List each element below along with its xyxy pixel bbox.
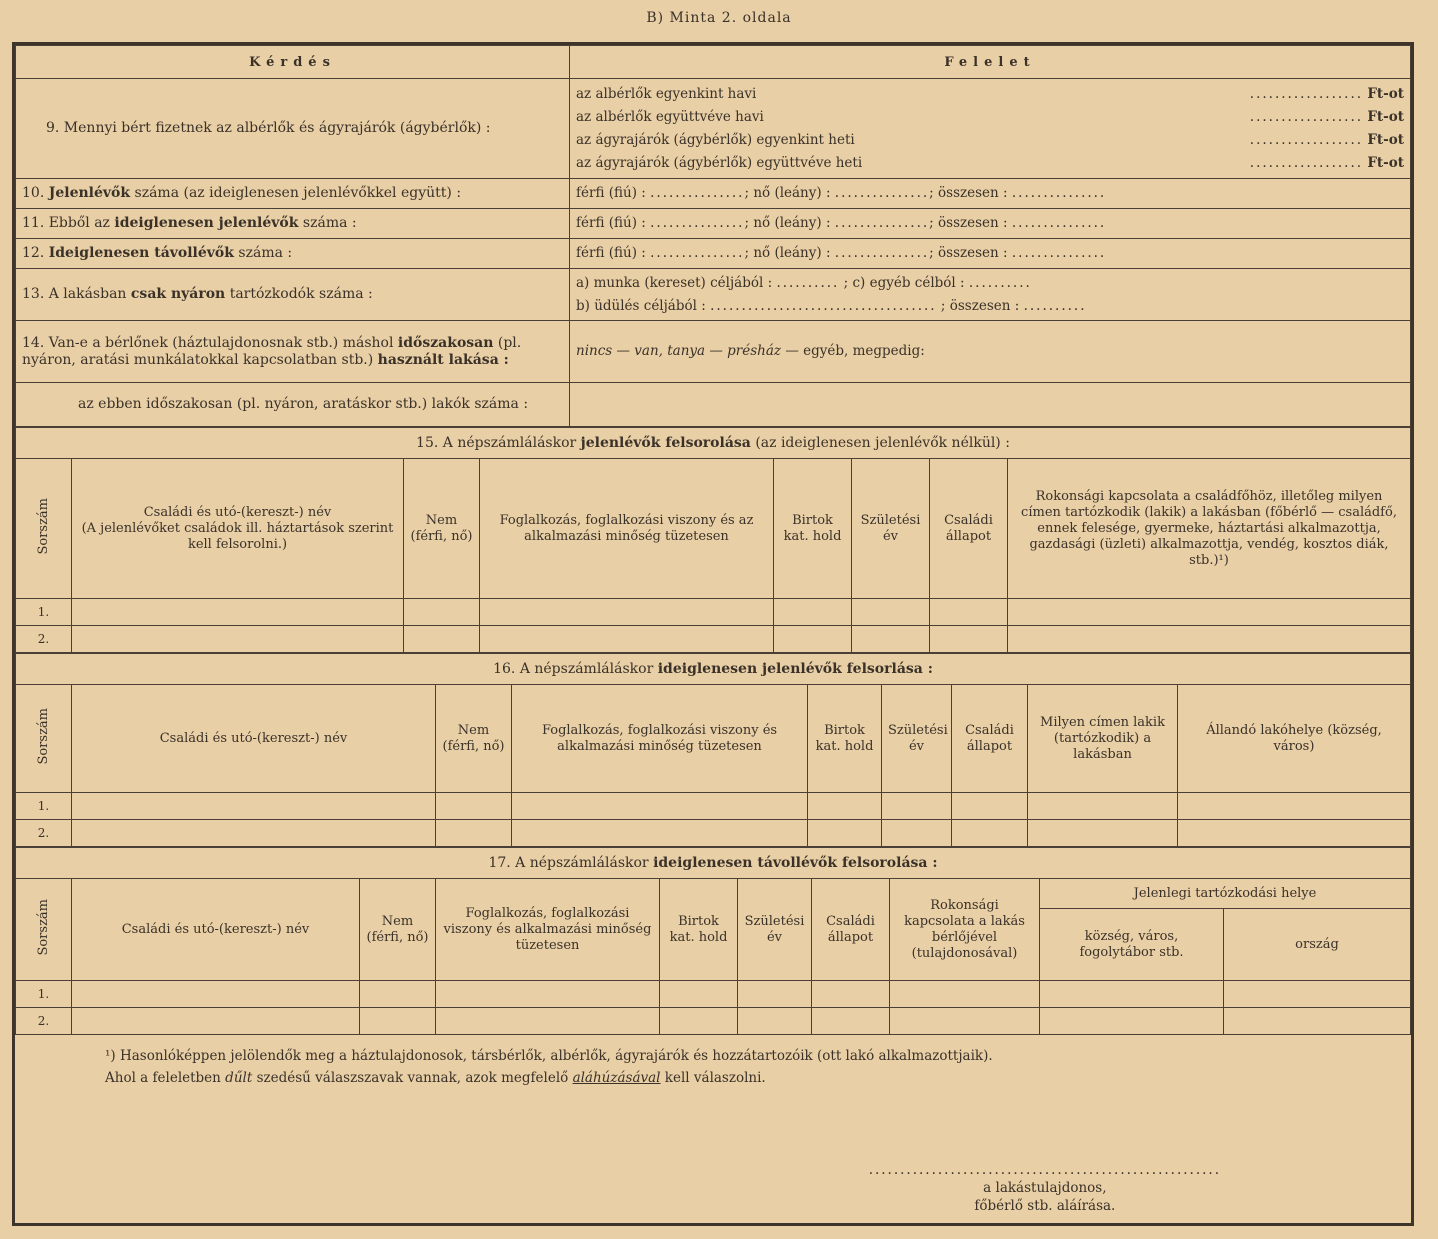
questions-table <box>15 45 1411 427</box>
table-row: 2. <box>16 1008 1411 1035</box>
q11-question: 11. Ebből az ideiglenesen jelenlévők száma : <box>16 209 570 239</box>
kerdes-header: Kérdés <box>16 46 570 79</box>
s17-col-foglalkozas: Foglalkozás, foglalkozási viszony és alkalmazási minőség tüzetesen <box>436 879 660 981</box>
s15-col-rokonsag: Rokonsági kapcsolata a családfőhöz, illetőleg milyen címen tartózkodik (lakik) a lakásban (főbérlő — családfő, ennek felesége, gyermeke, háztartási alkalmazottja, gazdasági (üzleti) alkalmazottja, vendég, kosztos diák, stb.)¹) <box>1008 459 1411 599</box>
s17-col-sorszam: Sorszám <box>16 879 72 981</box>
s16-col-nev: Családi és utó-(kereszt-) név <box>72 685 436 793</box>
q12-question: 12. Ideiglenesen távollévők száma : <box>16 239 570 269</box>
s16-col-foglalkozas: Foglalkozás, foglalkozási viszony és alkalmazási minőség tüzetesen <box>512 685 808 793</box>
s16-col-allando: Állandó lakóhelye (község, város) <box>1178 685 1411 793</box>
q12-answer: férfi (fiú) : ...............; nő (leány) : ...............; összesen : ............... <box>570 239 1411 269</box>
table-row: 1. <box>16 981 1411 1008</box>
q11-answer: férfi (fiú) : ...............; nő (leány) : ...............; összesen : ............... <box>570 209 1411 239</box>
s17-col-rokonsag: Rokonsági kapcsolata a lakás bérlőjével (tulajdonosával) <box>890 879 1040 981</box>
s15-col-birtok: Birtok kat. hold <box>774 459 852 599</box>
s15-col-nev: Családi és utó-(kereszt-) név (A jelenlévőket családok ill. háztartások szerint kell felsorolni.) <box>72 459 404 599</box>
s16-col-sorszam: Sorszám <box>16 685 72 793</box>
s15-col-nem: Nem (férfi, nő) <box>404 459 480 599</box>
q9-answer-1: az albérlők egyenkint havi <box>576 85 757 102</box>
page-label: B) Minta 2. oldala <box>646 10 792 26</box>
footnotes <box>15 1035 1411 1099</box>
s15-col-foglalkozas: Foglalkozás, foglalkozási viszony és az alkalmazási minőség tüzetesen <box>480 459 774 599</box>
s16-col-nem: Nem (férfi, nő) <box>436 685 512 793</box>
q9-answer-3: az ágyrajárók (ágybérlők) egyenkint heti <box>576 131 855 148</box>
s17-col-szuletesi: Születési év <box>738 879 812 981</box>
q13-answer: a) munka (kereset) céljából : .......... ; c) egyéb célból : .......... b) üdülés céljából : .................................... ; összesen : .......... <box>570 269 1411 321</box>
s15-col-sorszam: Sorszám <box>16 459 72 599</box>
s17-col-nev: Családi és utó-(kereszt-) név <box>72 879 360 981</box>
footnote-2: Ahol a feleletben dűlt szedésű válaszszavak vannak, azok megfelelő aláhúzásával kell válaszolni. <box>105 1070 766 1086</box>
section-16-title: 16. A népszámláláskor ideiglenesen jelenlévők felsorlása : <box>16 654 1411 685</box>
table-row: 1. <box>16 599 1411 626</box>
q14-sub-answer <box>570 383 1411 427</box>
s17-col-jelenlegi: Jelenlegi tartózkodási helye <box>1040 879 1411 909</box>
s17-col-nem: Nem (férfi, nő) <box>360 879 436 981</box>
form-frame <box>12 42 1414 1226</box>
q14-question: 14. Van-e a bérlőnek (háztulajdonosnak stb.) máshol időszakosan (pl. nyáron, aratási munkálatokkal kapcsolatban stb.) használt lakása : <box>16 321 570 383</box>
s15-col-csaladi: Családi állapot <box>930 459 1008 599</box>
section-15-title: 15. A népszámláláskor jelenlévők felsorolása (az ideiglenesen jelenlévők nélkül) : <box>16 428 1411 459</box>
s15-col-szuletesi: Születési év <box>852 459 930 599</box>
signature-label-1: a lakástulajdonos, <box>983 1180 1107 1196</box>
section-17-title: 17. A népszámláláskor ideiglenesen távollévők felsorolása : <box>16 848 1411 879</box>
table-row: 1. <box>16 793 1411 820</box>
q9-question: 9. Mennyi bért fizetnek az albérlők és ágyrajárók (ágybérlők) : <box>16 79 570 179</box>
q9-answer-4: az ágyrajárók (ágybérlők) együttvéve heti <box>576 154 863 171</box>
q13-question: 13. A lakásban csak nyáron tartózkodók száma : <box>16 269 570 321</box>
q10-answer: férfi (fiú) : ...............; nő (leány) : ...............; összesen : ............... <box>570 179 1411 209</box>
q9-answers: az albérlők egyenkint havi .................. Ft-ot az albérlők együttvéve havi .................. Ft-ot az ágyrajárók (ágybérlők) egyenkint heti .................. Ft-ot az ágyrajárók (ágybérlők) együttvéve heti .................. Ft-ot <box>570 79 1411 179</box>
footnote-1: ¹) Hasonlóképpen jelölendők meg a háztulajdonosok, társbérlők, albérlők, ágyrajárók és hozzátartozóik (ott lakó alkalmazottjaik). <box>105 1048 993 1064</box>
q9-answer-2: az albérlők együttvéve havi <box>576 108 764 125</box>
felelet-header: Felelet <box>570 46 1411 79</box>
section-16-table <box>15 653 1411 847</box>
q10-question: 10. Jelenlévők száma (az ideiglenesen jelenlévőkkel együtt) : <box>16 179 570 209</box>
q14-answer: nincs — van, tanya — présház — egyéb, megpedig: <box>570 321 1411 383</box>
q14-sub-question: az ebben időszakosan (pl. nyáron, aratáskor stb.) lakók száma : <box>16 383 570 427</box>
signature-label-2: főbérlő stb. aláírása. <box>974 1198 1116 1214</box>
section-15-table <box>15 427 1411 653</box>
s17-col-birtok: Birtok kat. hold <box>660 879 738 981</box>
s16-col-csaladi: Családi állapot <box>952 685 1028 793</box>
s17-col-orszag: ország <box>1224 909 1411 981</box>
s16-col-cimen: Milyen címen lakik (tartózkodik) a lakásban <box>1028 685 1178 793</box>
s16-col-szuletesi: Születési év <box>882 685 952 793</box>
signature-block <box>869 1161 1221 1215</box>
s17-col-csaladi: Családi állapot <box>812 879 890 981</box>
signature-line: ........................................................ <box>868 1162 1221 1178</box>
table-row: 2. <box>16 820 1411 847</box>
table-row: 2. <box>16 626 1411 653</box>
s16-col-birtok: Birtok kat. hold <box>808 685 882 793</box>
s17-col-kozseg: község, város, fogolytábor stb. <box>1040 909 1224 981</box>
section-17-table <box>15 847 1411 1035</box>
